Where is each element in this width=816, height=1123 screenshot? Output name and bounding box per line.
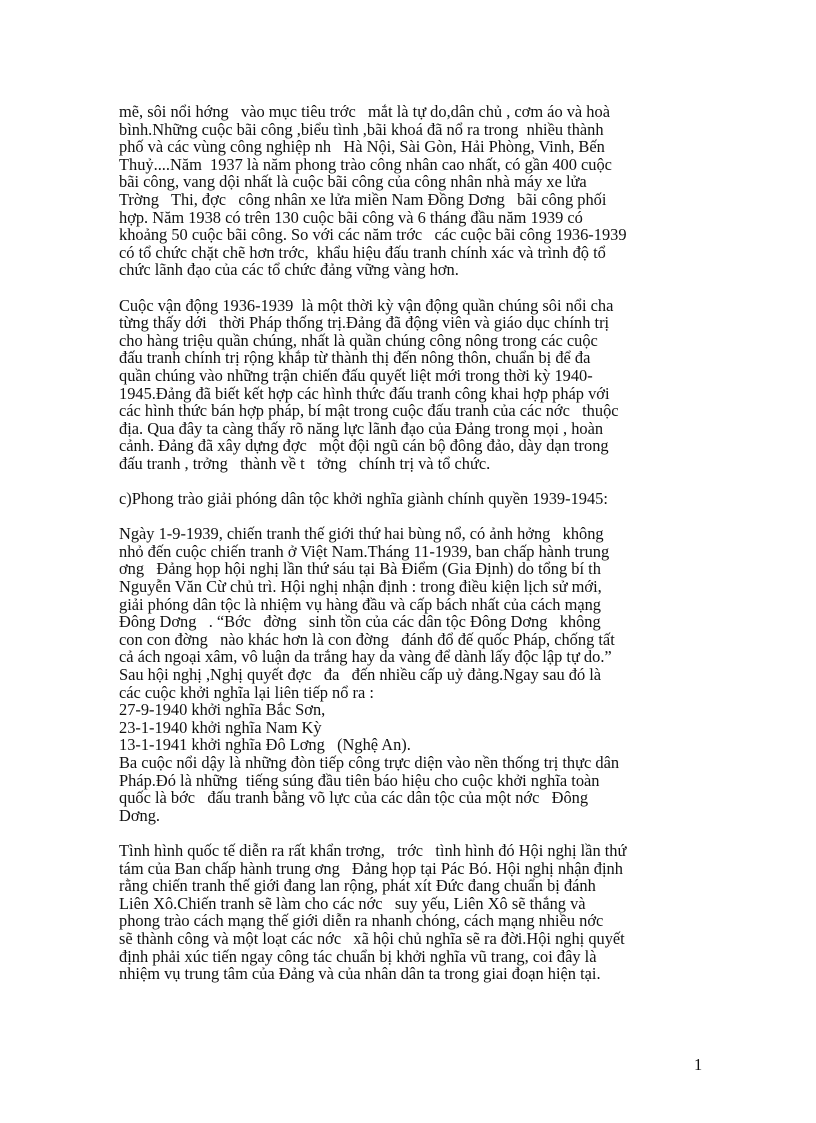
text-line: mẽ, sôi nổi hớng vào mục tiêu trớc mắt là tự do,dân chủ , cơm áo và hoà [119, 102, 610, 121]
text-line: giải phóng dân tộc là nhiệm vụ hàng đầu và cấp bách nhất của cách mạng [119, 594, 601, 614]
section-heading-c: c)Phong trào giải phóng dân tộc khởi nghĩa giành chính quyền 1939-1945: [119, 489, 608, 509]
text-line: nhiệm vụ trung tâm của Đảng và của nhân dân ta trong giai đoạn hiện tại. [119, 964, 601, 984]
text-line: định phải xúc tiến ngay công tác chuẩn bị khởi nghĩa vũ trang, coi đây là [119, 946, 597, 966]
paragraph-4 [119, 842, 704, 983]
text-line: rằng chiến tranh thế giới đang lan rộng, phát xít Đức đang chuẩn bị đánh [119, 876, 596, 896]
text-line: Ngày 1-9-1939, chiến tranh thế giới thứ hai bùng nổ, có ảnh hởng không [119, 524, 604, 544]
paragraph-3 [119, 525, 704, 824]
text-line: Ba cuộc nổi dậy là những đòn tiếp công trực diện vào nền thống trị thực dân [119, 752, 620, 772]
text-line: cảnh. Đảng đã xây dựng đợc một đội ngũ cán bộ đông đảo, dày dạn trong [119, 436, 609, 456]
text-line: Nguyễn Văn Cừ chủ trì. Hội nghị nhận định : trong điều kiện lịch sử mới, [119, 577, 602, 597]
text-line: con con đờng nào khác hơn là con đờng đánh đổ đế quốc Pháp, chống tất [119, 629, 615, 649]
text-line: Tình hình quốc tế diễn ra rất khẩn trơng, trớc tình hình đó Hội nghị lần thứ [119, 840, 627, 860]
text-line: khoảng 50 cuộc bãi công. So với các năm trớc các cuộc bãi công 1936-1939 [119, 225, 627, 245]
page-number: 1 [694, 1055, 703, 1074]
text-line: các cuộc khởi nghĩa lại liên tiếp nổ ra : [119, 682, 374, 702]
text-line: Sau hội nghị ,Nghị quyết đợc đa đến nhiều cấp uỷ đảng.Ngay sau đó là [119, 665, 602, 684]
text-line: Dơng. [119, 805, 160, 825]
text-line: đấu tranh chính trị rộng khắp từ thành thị đến nông thôn, chuẩn bị để đa [119, 348, 591, 368]
text-line: tám của Ban chấp hành trung ơng Đảng họp tại Pác Bó. Hội nghị nhận định [119, 858, 623, 878]
text-line: đấu tranh , trởng thành về t tởng chính trị và tổ chức. [119, 453, 491, 473]
text-line: phong trào cách mạng thế giới diễn ra nhanh chóng, cách mạng nhiều nớc [119, 911, 604, 931]
text-line: quần chúng vào những trận chiến đấu quyết liệt mới trong thời kỳ 1940- [119, 365, 593, 385]
text-line: Trờng Thi, đợc công nhân xe lửa miền Nam Đồng Dơng bãi công phối [119, 189, 607, 209]
text-line: nhỏ đến cuộc chiến tranh ở Việt Nam.Tháng 11-1939, ban chấp hành trung [119, 541, 610, 561]
text-line: Cuộc vận động 1936-1939 là một thời kỳ vận động quần chúng sôi nổi cha [119, 295, 614, 315]
paragraph-2 [119, 297, 704, 473]
text-line: 27-9-1940 khởi nghĩa Bắc Sơn, [119, 700, 326, 720]
text-line: các hình thức bán hợp pháp, bí mật trong cuộc đấu tranh của các nớc thuộc [119, 401, 619, 421]
text-line: Thuỷ....Năm 1937 là năm phong trào công nhân cao nhất, có gần 400 cuộc [119, 154, 612, 174]
text-line: bình.Những cuộc bãi công ,biểu tình ,bãi khoá đã nổ ra trong nhiều thành [119, 119, 604, 139]
text-line: địa. Qua đây ta càng thấy rõ năng lực lãnh đạo của Đảng trong mọi , hoàn [119, 418, 604, 438]
text-line: sẽ thành công và một loạt các nớc xã hội chủ nghĩa sẽ ra đời.Hội nghị quyết [119, 928, 625, 948]
text-line: Pháp.Đó là những tiếng súng đầu tiên báo hiệu cho cuộc khởi nghĩa toàn [119, 770, 600, 790]
text-line: từng thấy dới thời Pháp thống trị.Đảng đã động viên và giáo dục chính trị [119, 313, 610, 333]
text-line: quốc là bớc đấu tranh bằng võ lực của các dân tộc của một nớc Đông [119, 788, 589, 808]
text-line: có tổ chức chặt chẽ hơn trớc, khẩu hiệu đấu tranh chính xác và trình độ tổ [119, 242, 606, 262]
text-line: 13-1-1941 khởi nghĩa Đô Lơng (Nghệ An). [119, 735, 411, 755]
text-line: phố và các vùng công nghiệp nh Hà Nội, Sài Gòn, Hải Phòng, Vinh, Bến [119, 137, 605, 157]
text-line: ơng Đảng họp hội nghị lần thứ sáu tại Bà Điểm (Gia Định) do tổng bí th [119, 559, 601, 579]
text-line: cho hàng triệu quần chúng, nhất là quần chúng công nông trong các cuộc [119, 330, 598, 350]
text-line: hợp. Năm 1938 có trên 130 cuộc bãi công và 6 tháng đầu năm 1939 có [119, 207, 583, 227]
text-line: cả ách ngoại xâm, vô luận da trắng hay da vàng để dành lấy độc lập tự do.” [119, 647, 612, 667]
paragraph-1 [119, 103, 704, 279]
text-line: 1945.Đảng đã biết kết hợp các hình thức đấu tranh công khai hợp pháp với [119, 383, 610, 403]
text-line: Đông Dơng . “Bớc đờng sinh tồn của các dân tộc Đông Dơng không [119, 612, 601, 632]
text-line: 23-1-1940 khởi nghĩa Nam Kỳ [119, 717, 322, 737]
text-line: Liên Xô.Chiến tranh sẽ làm cho các nớc suy yếu, Liên Xô sẽ thắng và [119, 893, 586, 913]
text-line: bãi công, vang dội nhất là cuộc bãi công của công nhân nhà máy xe lửa [119, 172, 587, 192]
body-text [119, 103, 704, 1000]
text-line: chức lãnh đạo của các tổ chức đảng vững vàng hơn. [119, 260, 459, 280]
